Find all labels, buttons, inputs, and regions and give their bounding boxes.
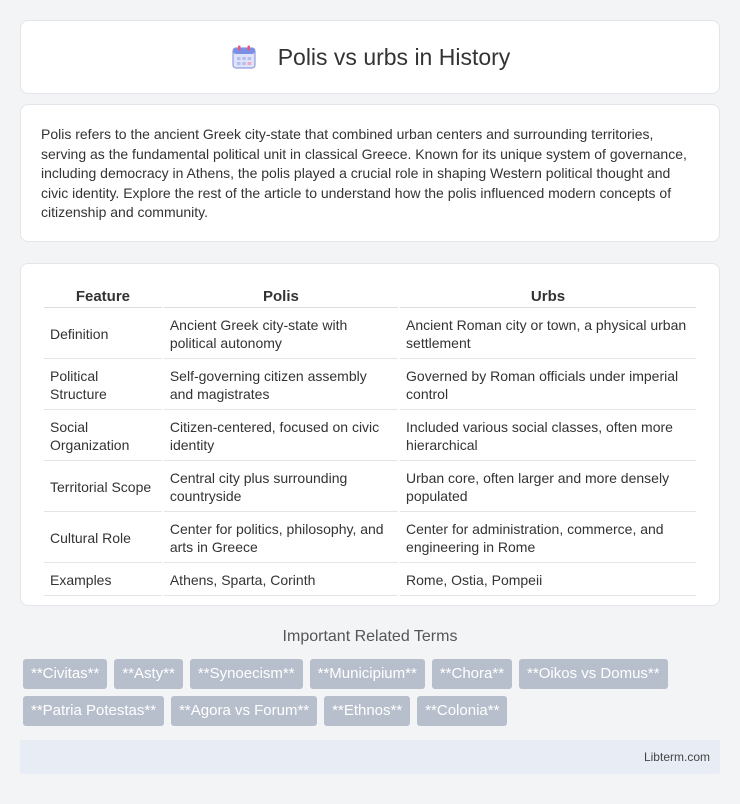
table-cell-urbs: Center for administration, commerce, and engineering in Rome — [400, 514, 696, 563]
table-cell-polis: Central city plus surrounding countryside — [164, 463, 398, 512]
calendar-icon — [230, 43, 258, 71]
table-cell-feature: Definition — [44, 310, 162, 359]
table-cell-urbs: Included various social classes, often more hierarchical — [400, 412, 696, 461]
table-row — [44, 463, 696, 512]
table-cell-polis: Citizen-centered, focused on civic identity — [164, 412, 398, 461]
related-term-tag[interactable]: **Ethnos** — [324, 696, 410, 726]
comparison-table — [42, 284, 698, 598]
related-term-tag[interactable]: **Patria Potestas** — [23, 696, 164, 726]
table-row — [44, 310, 696, 359]
footer — [20, 740, 720, 774]
table-row — [44, 514, 696, 563]
table-cell-feature: Political Structure — [44, 361, 162, 410]
column-header-polis: Polis — [164, 286, 398, 308]
table-cell-polis: Center for politics, philosophy, and arts in Greece — [164, 514, 398, 563]
header-card — [20, 20, 720, 94]
related-terms-list — [23, 659, 723, 726]
table-cell-feature: Territorial Scope — [44, 463, 162, 512]
table-row — [44, 412, 696, 461]
table-cell-urbs: Urban core, often larger and more densely populated — [400, 463, 696, 512]
table-cell-polis: Ancient Greek city-state with political autonomy — [164, 310, 398, 359]
table-cell-urbs: Ancient Roman city or town, a physical urban settlement — [400, 310, 696, 359]
related-term-tag[interactable]: **Synoecism** — [190, 659, 303, 689]
table-cell-polis: Athens, Sparta, Corinth — [164, 565, 398, 596]
page-title: Polis vs urbs in History — [277, 43, 511, 70]
related-term-tag[interactable]: **Municipium** — [310, 659, 425, 689]
table-cell-feature: Cultural Role — [44, 514, 162, 563]
comparison-table-card — [20, 263, 720, 606]
footer-site-link[interactable]: Libterm.com — [643, 750, 710, 764]
table-cell-urbs: Governed by Roman officials under imperial control — [400, 361, 696, 410]
table-cell-feature: Examples — [44, 565, 162, 596]
column-header-urbs: Urbs — [400, 286, 696, 308]
intro-text: Polis refers to the ancient Greek city-state that combined urban centers and surrounding territories, serving as the fundamental political unit in classical Greece. Known for its unique system of governance, including democracy in Athens, the polis played a crucial role in shaping Western political thought and civic identity. Explore the rest of the article to understand how the polis influenced modern concepts of citizenship and community. — [41, 126, 687, 221]
table-cell-polis: Self-governing citizen assembly and magistrates — [164, 361, 398, 410]
related-term-tag[interactable]: **Colonia** — [417, 696, 507, 726]
related-term-tag[interactable]: **Chora** — [432, 659, 512, 689]
intro-card — [20, 104, 720, 242]
table-cell-urbs: Rome, Ostia, Pompeii — [400, 565, 696, 596]
related-term-tag[interactable]: **Civitas** — [23, 659, 107, 689]
table-row — [44, 565, 696, 596]
related-term-tag[interactable]: **Oikos vs Domus** — [519, 659, 668, 689]
related-terms-heading: Important Related Terms — [282, 628, 458, 645]
table-row — [44, 361, 696, 410]
table-cell-feature: Social Organization — [44, 412, 162, 461]
related-term-tag[interactable]: **Asty** — [114, 659, 183, 689]
related-term-tag[interactable]: **Agora vs Forum** — [171, 696, 317, 726]
column-header-feature: Feature — [44, 286, 162, 308]
table-header-row — [44, 286, 696, 308]
